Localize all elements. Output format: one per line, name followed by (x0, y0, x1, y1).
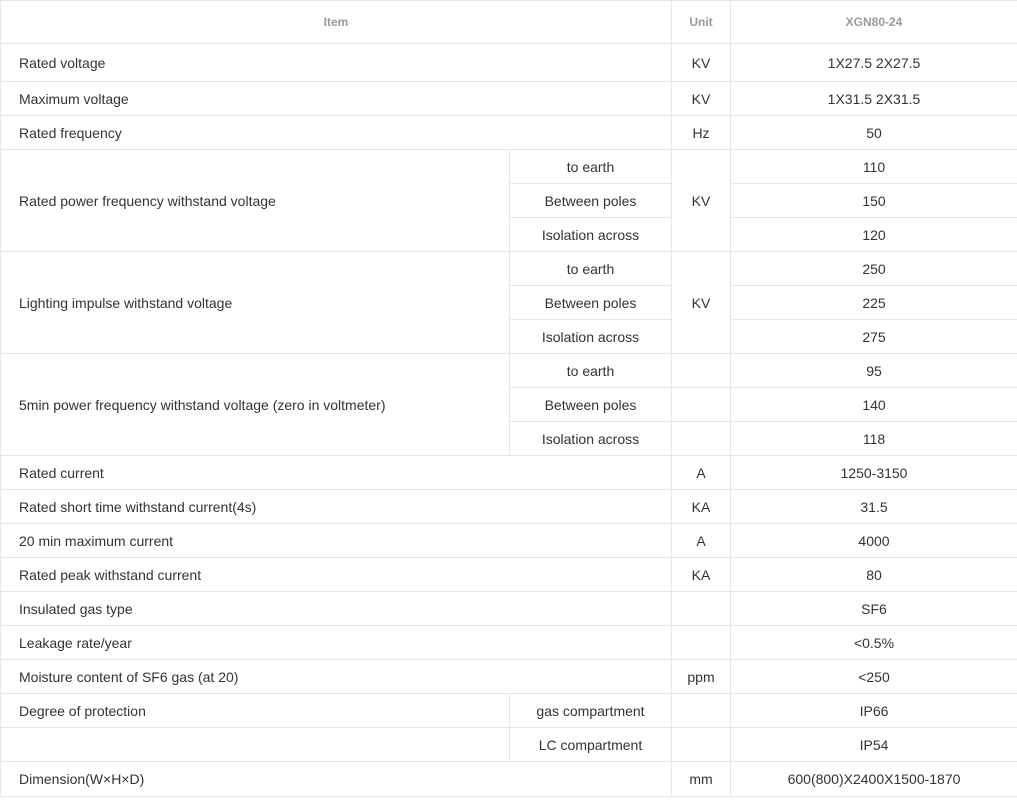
row-unit: KV (672, 252, 731, 354)
row-unit: KA (672, 490, 731, 524)
table-row (1, 44, 1017, 82)
row-value: 1X27.5 2X27.5 (731, 44, 1017, 82)
row-unit (672, 694, 731, 728)
table-row (1, 116, 1017, 150)
row-unit (672, 592, 731, 626)
row-value: 110 (731, 150, 1017, 184)
row-unit (672, 422, 731, 456)
row-value: SF6 (731, 592, 1017, 626)
row-item (1, 728, 510, 762)
row-item: 5min power frequency withstand voltage (zero in voltmeter) (1, 354, 510, 456)
row-unit (672, 388, 731, 422)
row-subitem: gas compartment (510, 694, 672, 728)
table-row (1, 524, 1017, 558)
row-item: Degree of protection (1, 694, 510, 728)
row-value: 80 (731, 558, 1017, 592)
table-row (1, 626, 1017, 660)
row-item: 20 min maximum current (1, 524, 672, 558)
table-row (1, 354, 1017, 388)
row-subitem: to earth (510, 252, 672, 286)
header-unit: Unit (672, 1, 731, 44)
row-value: 31.5 (731, 490, 1017, 524)
header-row (1, 1, 1017, 44)
row-subitem: Isolation across (510, 422, 672, 456)
row-value: 4000 (731, 524, 1017, 558)
row-item: Rated power frequency withstand voltage (1, 150, 510, 252)
row-value: 1250-3150 (731, 456, 1017, 490)
row-value: 120 (731, 218, 1017, 252)
row-subitem: Between poles (510, 388, 672, 422)
row-value: 118 (731, 422, 1017, 456)
row-value: 250 (731, 252, 1017, 286)
row-item: Dimension(W×H×D) (1, 762, 672, 797)
row-unit: A (672, 524, 731, 558)
row-value: 140 (731, 388, 1017, 422)
table-row (1, 762, 1017, 797)
row-unit: Hz (672, 116, 731, 150)
table-row (1, 592, 1017, 626)
table-row (1, 728, 1017, 762)
header-item: Item (1, 1, 672, 44)
row-item: Rated frequency (1, 116, 672, 150)
row-subitem: to earth (510, 354, 672, 388)
row-subitem: Between poles (510, 286, 672, 320)
row-value: 1X31.5 2X31.5 (731, 82, 1017, 116)
row-item: Rated voltage (1, 44, 672, 82)
row-subitem: Between poles (510, 184, 672, 218)
row-item: Lighting impulse withstand voltage (1, 252, 510, 354)
row-unit (672, 626, 731, 660)
row-subitem: LC compartment (510, 728, 672, 762)
row-unit: KV (672, 44, 731, 82)
row-subitem: Isolation across (510, 218, 672, 252)
row-item: Maximum voltage (1, 82, 672, 116)
row-value: 50 (731, 116, 1017, 150)
row-value: <250 (731, 660, 1017, 694)
row-subitem: to earth (510, 150, 672, 184)
table-row (1, 660, 1017, 694)
row-item: Insulated gas type (1, 592, 672, 626)
row-unit: KA (672, 558, 731, 592)
row-value: 275 (731, 320, 1017, 354)
row-value: 95 (731, 354, 1017, 388)
row-unit: mm (672, 762, 731, 797)
row-item: Rated peak withstand current (1, 558, 672, 592)
row-unit (672, 728, 731, 762)
table-row (1, 150, 1017, 184)
row-value: IP54 (731, 728, 1017, 762)
table-row (1, 558, 1017, 592)
row-item: Moisture content of SF6 gas (at 20) (1, 660, 672, 694)
row-value: 150 (731, 184, 1017, 218)
row-unit: ppm (672, 660, 731, 694)
row-value: IP66 (731, 694, 1017, 728)
row-value: 225 (731, 286, 1017, 320)
table-row (1, 252, 1017, 286)
row-unit: KV (672, 150, 731, 252)
table-row (1, 490, 1017, 524)
row-subitem: Isolation across (510, 320, 672, 354)
table-row (1, 694, 1017, 728)
row-item: Leakage rate/year (1, 626, 672, 660)
row-value: 600(800)X2400X1500-1870 (731, 762, 1017, 797)
row-value: <0.5% (731, 626, 1017, 660)
row-item: Rated short time withstand current(4s) (1, 490, 672, 524)
table-row (1, 456, 1017, 490)
row-unit: A (672, 456, 731, 490)
row-item: Rated current (1, 456, 672, 490)
table-row (1, 82, 1017, 116)
row-unit (672, 354, 731, 388)
header-model: XGN80-24 (731, 1, 1017, 44)
row-unit: KV (672, 82, 731, 116)
